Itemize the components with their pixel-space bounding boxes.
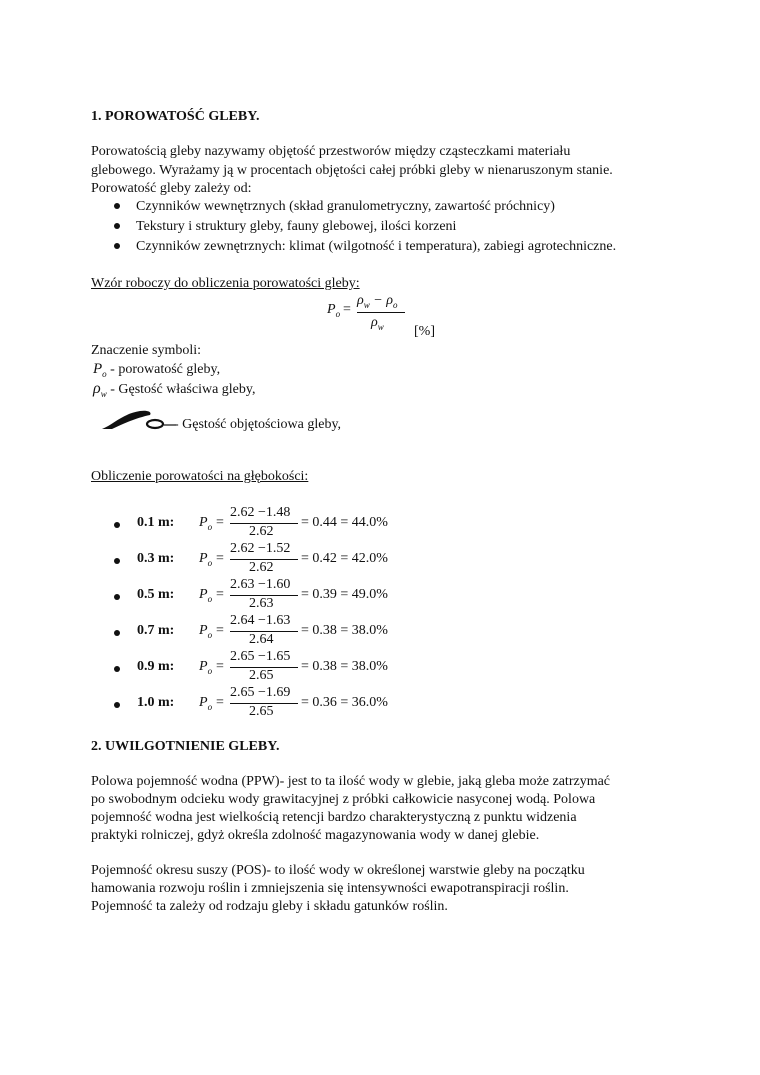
paragraph-line: glebowego. Wyrażamy ją w procentach objętości całej próbki gleby w nienaruszonym stanie. — [91, 163, 613, 178]
calc-equals: = — [216, 515, 224, 530]
paragraph-line: praktyki rolniczej, gdyż określa zdolność magazynowania wody w danej glebie. — [91, 828, 540, 843]
calc-equals: = — [216, 551, 224, 566]
formula-lhs: $P_o$ — [327, 302, 341, 319]
calc-equals: = — [216, 695, 224, 710]
symbol-glyph: ρ — [93, 380, 101, 397]
calc-lhs: $P_o$ — [199, 515, 213, 532]
fraction-bar — [357, 312, 405, 313]
symbols-title: Znaczenie symboli: — [91, 343, 202, 358]
calc-denominator: 2.63 — [249, 596, 274, 611]
bullet-icon — [114, 243, 120, 249]
calc-numerator: 2.62 −1.48 — [230, 505, 291, 520]
calc-denominator: 2.65 — [249, 704, 274, 719]
calc-numerator: 2.63 −1.60 — [230, 577, 291, 592]
calc-result: = 0.38 = 38.0% — [301, 623, 388, 638]
depth-label: 0.9 m: — [137, 659, 175, 674]
depth-label: 0.1 m: — [137, 515, 175, 530]
bullet-icon — [114, 558, 120, 564]
symbol-row-text: - Gęstość objętościowa gleby, — [174, 417, 342, 432]
calc-equals: = — [216, 659, 224, 674]
calculation-title: Obliczenie porowatości na głębokości: — [91, 469, 309, 484]
calc-equals: = — [216, 623, 224, 638]
symbol-row: $\rho_w$ - Gęstość właściwa gleby, — [93, 380, 256, 399]
calc-equals: = — [216, 587, 224, 602]
depth-label: 0.5 m: — [137, 587, 175, 602]
calc-result: = 0.36 = 36.0% — [301, 695, 388, 710]
formula-numerator: $\rho_w - \rho_o$ — [357, 293, 398, 310]
depth-label: 1.0 m: — [137, 695, 175, 710]
paragraph-line: po swobodnym odcieku wody grawitacyjnej z próbki całkowicie nasyconej wodą. Polowa — [91, 792, 596, 807]
calc-denominator: 2.62 — [249, 560, 274, 575]
formula-equals: = — [343, 302, 351, 317]
depth-label: 0.3 m: — [137, 551, 175, 566]
paragraph-line: Porowatość gleby zależy od: — [91, 181, 252, 196]
calc-numerator: 2.65 −1.65 — [230, 649, 291, 664]
section-1-heading: 1. POROWATOŚĆ GLEBY. — [91, 109, 260, 124]
calc-result: = 0.39 = 49.0% — [301, 587, 388, 602]
calc-numerator: 2.62 −1.52 — [230, 541, 291, 556]
paragraph-line: pojemność wodna jest wielkością retencji bardzo charakterystyczną z punktu widzenia — [91, 810, 577, 825]
calc-lhs: $P_o$ — [199, 695, 213, 712]
symbol-row: $P_o$ - porowatość gleby, — [93, 361, 221, 379]
paragraph-line: Pojemność okresu suszy (POS)- to ilość wody w określonej warstwie gleby na początku — [91, 863, 585, 878]
calc-denominator: 2.65 — [249, 668, 274, 683]
section-2-heading: 2. UWILGOTNIENIE GLEBY. — [91, 739, 280, 754]
bullet-icon — [114, 522, 120, 528]
bullet-icon — [114, 223, 120, 229]
calc-denominator: 2.64 — [249, 632, 274, 647]
calc-result: = 0.42 = 42.0% — [301, 551, 388, 566]
bulk-density-symbol-icon — [100, 408, 178, 432]
paragraph-line: Porowatością gleby nazywamy objętość przestworów między cząsteczkami materiału — [91, 144, 571, 159]
calc-lhs: $P_o$ — [199, 659, 213, 676]
calc-result: = 0.44 = 44.0% — [301, 515, 388, 530]
bullet-icon — [114, 666, 120, 672]
calc-result: = 0.38 = 38.0% — [301, 659, 388, 674]
calc-lhs: $P_o$ — [199, 587, 213, 604]
list-item: Tekstury i struktury gleby, fauny glebowej, ilości korzeni — [136, 219, 457, 234]
symbol-glyph: P — [93, 361, 103, 377]
depth-label: 0.7 m: — [137, 623, 175, 638]
calc-lhs: $P_o$ — [199, 551, 213, 568]
paragraph-line: Polowa pojemność wodna (PPW)- jest to ta ilość wody w glebie, jaką gleba może zatrzymać — [91, 774, 611, 789]
paragraph-line: Pojemność ta zależy od rodzaju gleby i składu gatunków roślin. — [91, 899, 448, 914]
list-item: Czynników zewnętrznych: klimat (wilgotność i temperatura), zabiegi agrotechniczne. — [136, 239, 617, 254]
formula-unit: [%] — [414, 324, 435, 339]
formula-denominator: $\rho_w$ — [371, 315, 384, 332]
calc-denominator: 2.62 — [249, 524, 274, 539]
bullet-icon — [114, 702, 120, 708]
calc-lhs: $P_o$ — [199, 623, 213, 640]
paragraph-line: hamowania rozwoju roślin i zmniejszenia się intensywności ewapotranspiracji roślin. — [91, 881, 569, 896]
list-item: Czynników wewnętrznych (skład granulometryczny, zawartość próchnicy) — [136, 199, 555, 214]
bullet-icon — [114, 203, 120, 209]
calc-numerator: 2.65 −1.69 — [230, 685, 291, 700]
formula-title: Wzór roboczy do obliczenia porowatości gleby: — [91, 276, 360, 291]
bullet-icon — [114, 594, 120, 600]
bullet-icon — [114, 630, 120, 636]
calc-numerator: 2.64 −1.63 — [230, 613, 291, 628]
